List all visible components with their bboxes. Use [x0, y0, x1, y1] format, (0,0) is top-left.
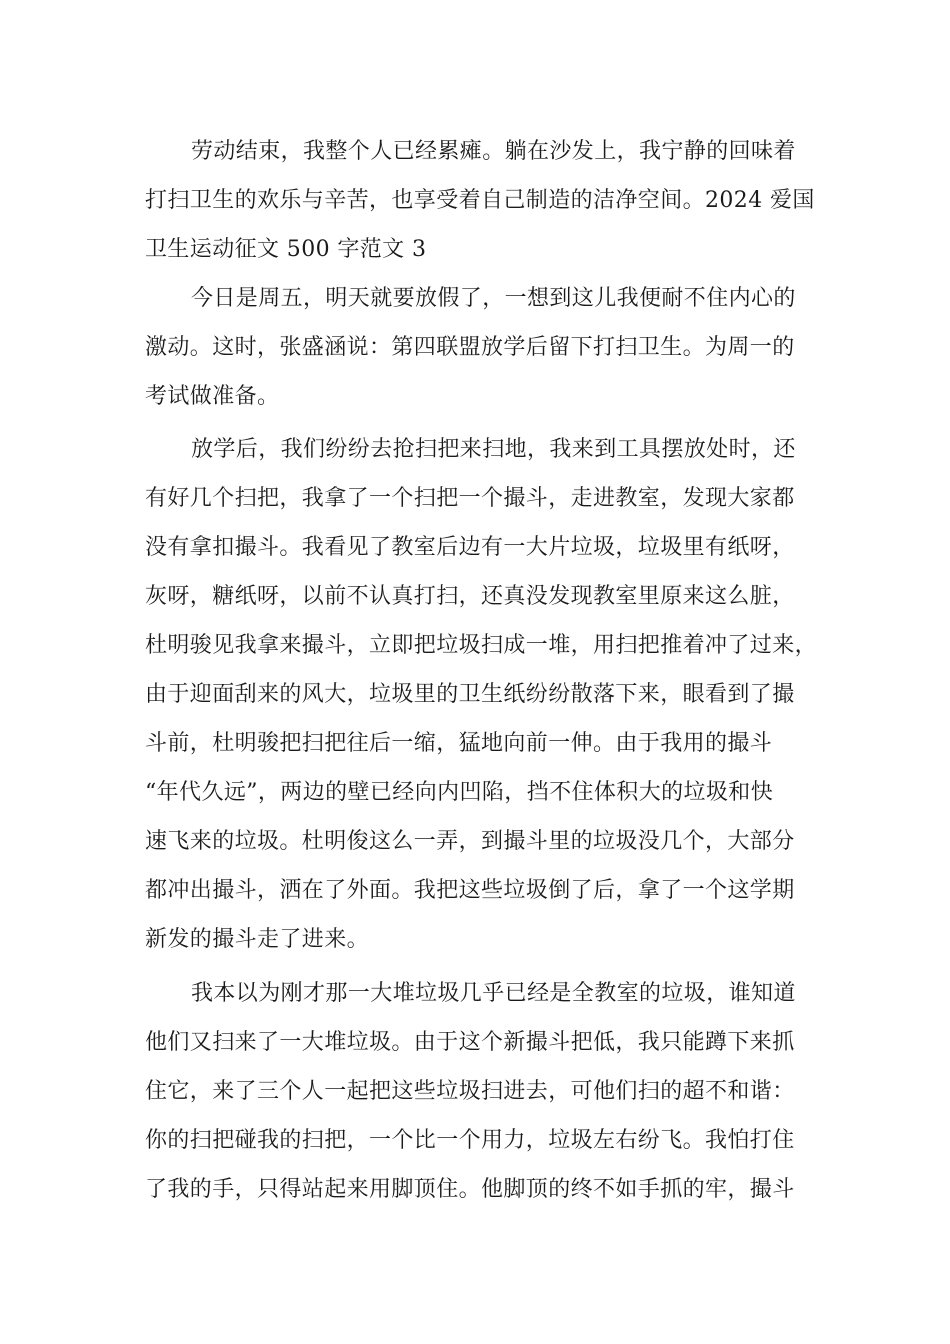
- text-line: 由于迎面刮来的风大，垃圾里的卫生纸纷纷散落下来，眼看到了撮: [145, 682, 795, 707]
- text-line: 住它，来了三个人一起把这些垃圾扫进去，可他们扫的超不和谐：: [145, 1079, 795, 1104]
- text-line: 打扫卫生的欢乐与辛苦，也享受着自己制造的洁净空间。2024 爱国: [145, 188, 815, 213]
- text-line: “年代久远”，两边的壁已经向内凹陷，挡不住体积大的垃圾和快: [145, 780, 774, 805]
- text-line: 新发的撮斗走了进来。: [145, 927, 370, 952]
- text-line: 卫生运动征文 500 字范文 3: [145, 237, 427, 262]
- text-line: 他们又扫来了一大堆垃圾。由于这个新撮斗把低，我只能蹲下来抓: [145, 1030, 795, 1055]
- text-line: 了我的手，只得站起来用脚顶住。他脚顶的终不如手抓的牢，撮斗: [145, 1177, 795, 1202]
- text-line: 激动。这时，张盛涵说：第四联盟放学后留下打扫卫生。为周一的: [145, 335, 795, 360]
- text-line: 你的扫把碰我的扫把，一个比一个用力，垃圾左右纷飞。我怕打住: [145, 1128, 795, 1153]
- text-line: 有好几个扫把，我拿了一个扫把一个撮斗，走进教室，发现大家都: [145, 486, 795, 511]
- text-line: 速飞来的垃圾。杜明俊这么一弄，到撮斗里的垃圾没几个，大部分: [145, 829, 795, 854]
- text-line: 考试做准备。: [145, 384, 280, 409]
- text-line: 没有拿扣撮斗。我看见了教室后边有一大片垃圾，垃圾里有纸呀，: [145, 535, 795, 560]
- text-line: 我本以为刚才那一大堆垃圾几乎已经是全教室的垃圾，谁知道: [191, 981, 796, 1006]
- text-line: 灰呀，糖纸呀，以前不认真打扫，还真没发现教室里原来这么脏，: [145, 584, 795, 609]
- text-line: 杜明骏见我拿来撮斗，立即把垃圾扫成一堆，用扫把推着冲了过来，: [145, 633, 818, 658]
- text-line: 斗前，杜明骏把扫把往后一缩，猛地向前一伸。由于我用的撮斗: [145, 731, 773, 756]
- text-line: 放学后，我们纷纷去抢扫把来扫地，我来到工具摆放处时，还: [191, 437, 796, 462]
- text-line: 都冲出撮斗，洒在了外面。我把这些垃圾倒了后，拿了一个这学期: [145, 878, 795, 903]
- text-line: 今日是周五，明天就要放假了，一想到这儿我便耐不住内心的: [191, 286, 796, 311]
- text-line: 劳动结束，我整个人已经累瘫。躺在沙发上，我宁静的回味着: [191, 139, 796, 164]
